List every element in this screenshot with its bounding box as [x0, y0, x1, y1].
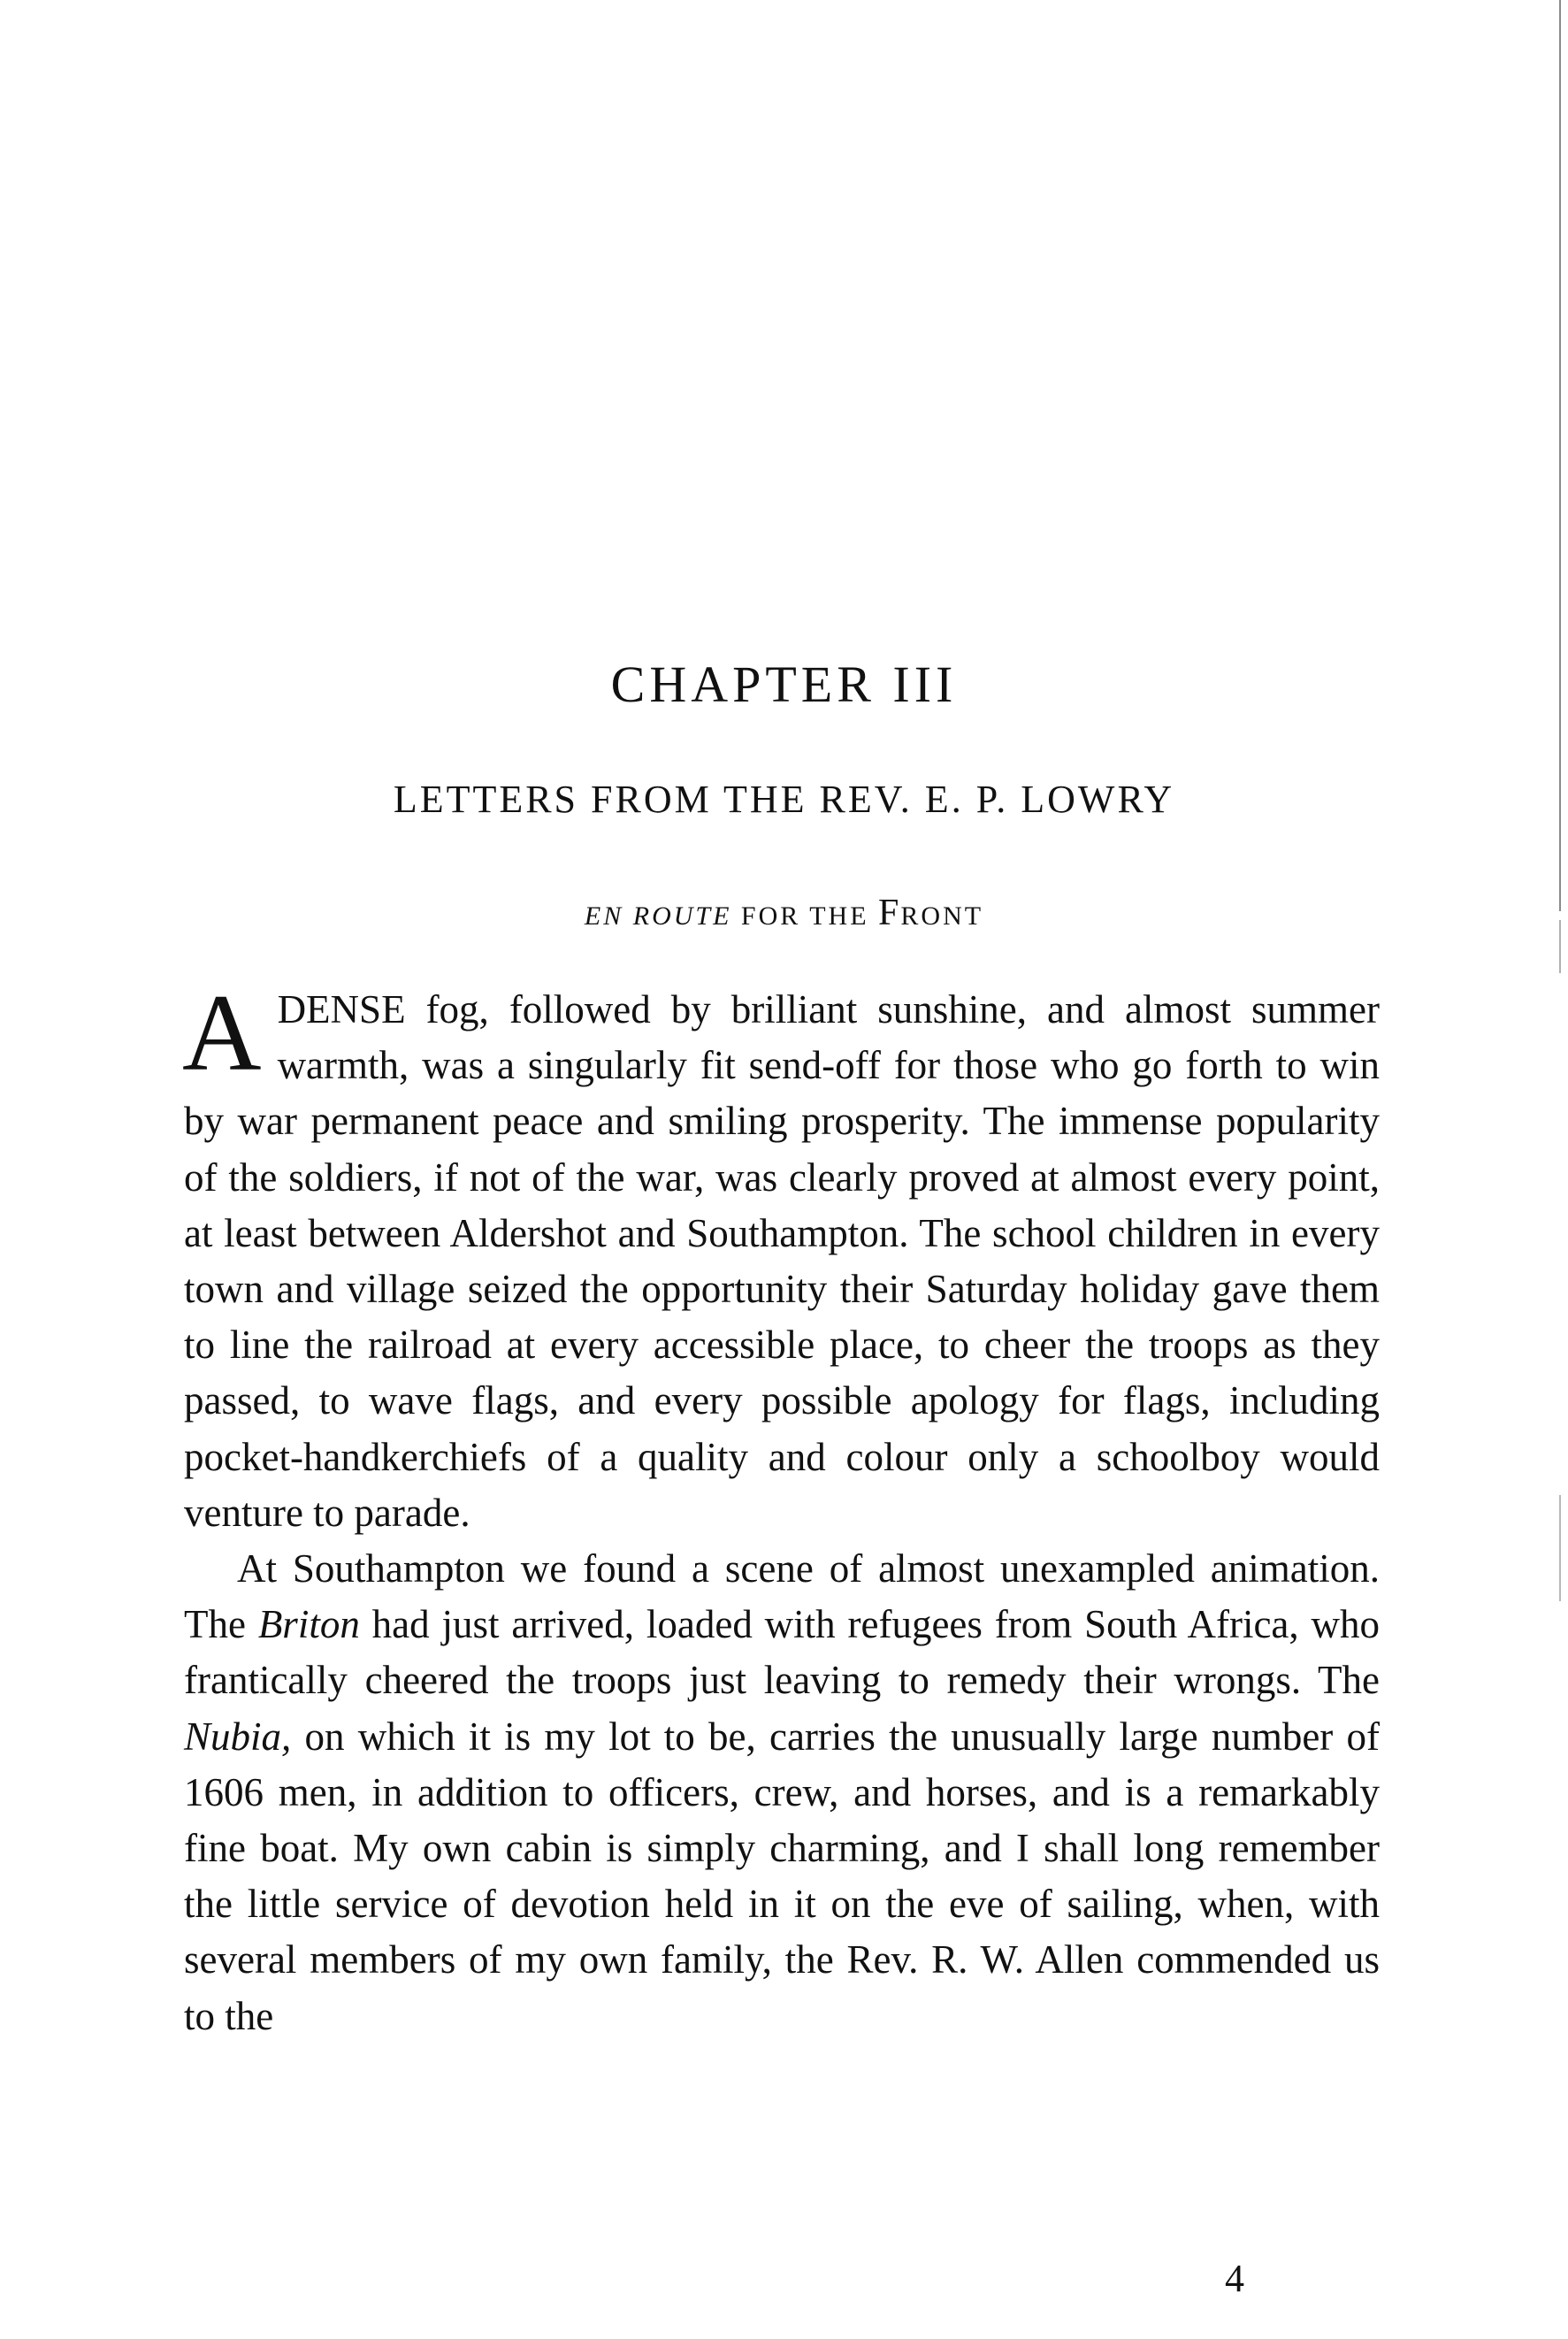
- section-title-rest: RONT: [900, 901, 984, 931]
- ship-name-briton: Briton: [257, 1602, 360, 1647]
- paragraph-1: [182, 972, 1380, 1541]
- ship-name-nubia: Nubia,: [184, 1714, 292, 1759]
- drop-cap: A: [182, 972, 262, 1093]
- body-text: [182, 972, 1380, 2044]
- section-title-middle: FOR THE: [731, 901, 879, 931]
- paragraph-1-text: DENSE fog, followed by brilliant sunshine, and almost summer warmth, was a singularly fit send-off for those who go forth to win by war permanent peace and smiling prosperity. The immense popularity of the soldiers, if not of the war, was clearly proved at almost every point, at least between Aldershot and Southampton. The school children in every town and village seized the opportunity their Saturday holiday gave them to line the railroad at every accessible place, to cheer the troops as they passed, to wave flags, and every possible apology for flags, including pocket-handkerchiefs of a quality and colour only a schoolboy would venture to parade.: [184, 987, 1380, 1535]
- paragraph-2-text-b: had just arrived, loaded with refugees from South Africa, who frantically cheered the troops just leaving to remedy their wrongs. The: [184, 1602, 1380, 1703]
- page-edge-line: [1559, 1495, 1561, 1601]
- page-edge-line: [1559, 0, 1561, 911]
- chapter-number: CHAPTER III: [610, 656, 958, 713]
- section-title: [0, 892, 1568, 934]
- chapter-title: LETTERS FROM THE REV. E. P. LOWRY: [393, 778, 1175, 821]
- page-number: 4: [1225, 2257, 1244, 2300]
- section-title-italic: EN ROUTE: [584, 901, 732, 931]
- paragraph-2-text-c: on which it is my lot to be, carries the unusually large number of 1606 men, in addition to officers, crew, and horses, and is a remarkably fine boat. My own cabin is simply charming, and I shall long remember the little service of devotion held in it on the eve of sailing, when, with several members of my own family, the Rev. R. W. Allen commended us to the: [184, 1714, 1380, 2038]
- section-title-initial: F: [878, 893, 901, 933]
- paragraph-2-text-a: At Southampton we found a scene of almost unexampled animation. The: [184, 1546, 1380, 1647]
- paragraph-2: [184, 1541, 1380, 2044]
